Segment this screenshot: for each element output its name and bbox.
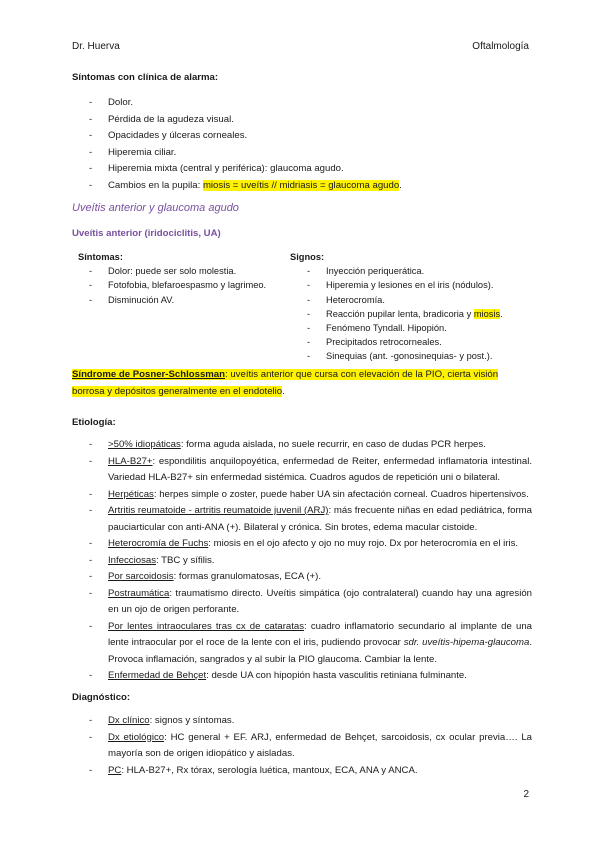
- item-term: PC: [108, 764, 122, 776]
- item-italic: sdr. uveítis-hipema-glaucoma: [403, 637, 530, 648]
- etiology-title: Etiología:: [72, 417, 116, 428]
- list-item: [72, 619, 532, 669]
- symptoms-column: [72, 250, 292, 307]
- list-item: [72, 730, 532, 763]
- item-term: Herpéticas: [108, 488, 154, 500]
- alarm-title: Síntomas con clínica de alarma:: [72, 72, 219, 83]
- posner-paragraph: [72, 367, 532, 400]
- item-term: HLA-B27+: [108, 455, 153, 467]
- item-text: : desde UA con hipopión hasta vasculitis retiniana fulminante.: [206, 670, 467, 681]
- item-text: : TBC y sífilis.: [156, 554, 215, 566]
- list-item: - Inyección periquerática.: [290, 264, 540, 278]
- diagnosis-list: [72, 713, 532, 779]
- posner-text: : uveítis anterior que cursa con elevación de la PIO, cierta visión borrosa y depósitos generalmente en el endotelio: [72, 369, 499, 397]
- list-item: - Fotofobia, blefaroespasmo y lagrimeo.: [72, 278, 292, 292]
- etiology-list: [72, 437, 532, 685]
- header-subject: Oftalmología: [472, 41, 529, 52]
- item-term: Dx clínico: [108, 715, 150, 726]
- list-item-end: .: [500, 308, 503, 319]
- item-term: >50% idiopáticas: [108, 439, 181, 450]
- list-item: [72, 586, 532, 619]
- list-item-text: Reacción pupilar lenta, bradicoria y: [326, 308, 474, 319]
- list-item: [72, 668, 532, 685]
- list-item: [72, 553, 532, 570]
- item-text-2: . Provoca inflamación, sangrados y al subir la PIO glaucoma. Cambiar la lente.: [108, 637, 532, 665]
- list-item: [72, 569, 532, 586]
- list-item: [72, 437, 532, 454]
- item-text: : HLA-B27+, Rx tórax, serología luética, mantoux, ECA, ANA y ANCA.: [121, 764, 418, 776]
- highlighted-text: miosis = uveítis // midriasis = glaucoma agudo: [202, 179, 400, 191]
- list-item: [290, 307, 540, 321]
- item-text: : cuadro inflamatorio secundario al implante de una lente intraocular por el roce de la lente con el iris, pudiendo provocar: [108, 620, 532, 648]
- item-text: : forma aguda aislada, no suele recurrir, en caso de dudas PCR herpes.: [180, 439, 486, 450]
- item-text: : miosis en el ojo afecto y ojo no muy rojo. Dx por heterocromía en el iris.: [208, 538, 519, 549]
- list-item: - Disminución AV.: [72, 293, 292, 307]
- posner-highlight: [72, 369, 498, 397]
- item-text: : más frecuente niñas en edad pediátrica, forma pauciarticular con anti-ANA (+). Bilateral y crónica. Sin brotes, edema macular cistoide.: [108, 505, 532, 533]
- item-term: Postraumática: [108, 587, 170, 599]
- list-item: - Precipitados retrocorneales.: [290, 335, 540, 349]
- list-item: - Dolor.: [72, 95, 532, 112]
- list-item-end: .: [399, 179, 402, 191]
- list-item: - Pérdida de la agudeza visual.: [72, 112, 532, 129]
- list-item: - Dolor: puede ser solo molestia.: [72, 264, 292, 278]
- item-text: : traumatismo directo. Uveítis simpática (ojo contralateral) cuando hay una agresión en un ojo de origen perforante.: [108, 587, 532, 615]
- section-subtitle: Uveítis anterior (iridociclitis, UA): [72, 228, 221, 239]
- signs-column: [290, 250, 540, 364]
- item-term: Enfermedad de Behçet: [108, 670, 207, 681]
- alarm-list: [72, 95, 532, 194]
- item-term: Artritis reumatoide - artritis reumatoide juvenil (ARJ): [108, 505, 329, 516]
- header-author: Dr. Huerva: [72, 41, 120, 52]
- item-text: : signos y síntomas.: [149, 715, 235, 726]
- symptoms-list: [72, 264, 292, 307]
- item-text: : herpes simple o zoster, puede haber UA sin afectación corneal. Cuadros hipertensivos.: [153, 488, 529, 500]
- list-item: [72, 178, 532, 195]
- list-item: [72, 713, 532, 730]
- posner-end: .: [282, 385, 285, 397]
- diagnosis-title: Diagnóstico:: [72, 692, 131, 703]
- item-term: Heterocromía de Fuchs: [108, 538, 209, 549]
- diagnosis-block: [72, 713, 532, 779]
- posner-title: Síndrome de Posner-Schlossman: [72, 369, 226, 380]
- item-text: : HC general + EF. ARJ, enfermedad de Behçet, sarcoidosis, cx ocular previa…. La mayoría son de origen idiopático y aisladas.: [108, 731, 532, 759]
- list-item: - Fenómeno Tyndall. Hipopión.: [290, 321, 540, 335]
- item-term: Dx etiológico: [108, 731, 165, 743]
- alarm-list-block: [72, 95, 532, 194]
- item-term: Por lentes intraoculares tras cx de cataratas: [108, 620, 305, 632]
- list-item: [72, 763, 532, 780]
- list-item: - Hiperemia y lesiones en el iris (nódulos).: [290, 278, 540, 292]
- highlighted-text: miosis: [473, 308, 501, 319]
- item-term: Infecciosas: [108, 554, 156, 566]
- list-item: [72, 536, 532, 553]
- list-item-text: Cambios en la pupila:: [108, 179, 203, 191]
- list-item: - Hiperemia ciliar.: [72, 145, 532, 162]
- list-item: - Heterocromía.: [290, 293, 540, 307]
- list-item: [72, 487, 532, 504]
- list-item: - Hiperemia mixta (central y periférica): glaucoma agudo.: [72, 161, 532, 178]
- list-item: [72, 454, 532, 487]
- item-text: : espondilitis anquilopoyética, enfermedad de Reiter, enfermedad inflamatoria intestinal. Variedad HLA-B27+ sin enfermedad sistémica. Cuadros agudos de repetición uni o bilateral.: [108, 455, 532, 483]
- symptoms-title: Síntomas:: [78, 252, 123, 262]
- item-text: : formas granulomatosas, ECA (+).: [173, 571, 322, 582]
- list-item: [72, 503, 532, 536]
- page-number: 2: [523, 789, 529, 800]
- signs-list: [290, 264, 540, 363]
- item-term: Por sarcoidosis: [108, 571, 174, 582]
- list-item: - Opacidades y úlceras corneales.: [72, 128, 532, 145]
- etiology-block: [72, 437, 532, 685]
- signs-title: Signos:: [290, 252, 325, 262]
- list-item: - Sinequias (ant. -gonosinequias- y post.).: [290, 349, 540, 363]
- section-title: Uveítis anterior y glaucoma agudo: [72, 202, 239, 214]
